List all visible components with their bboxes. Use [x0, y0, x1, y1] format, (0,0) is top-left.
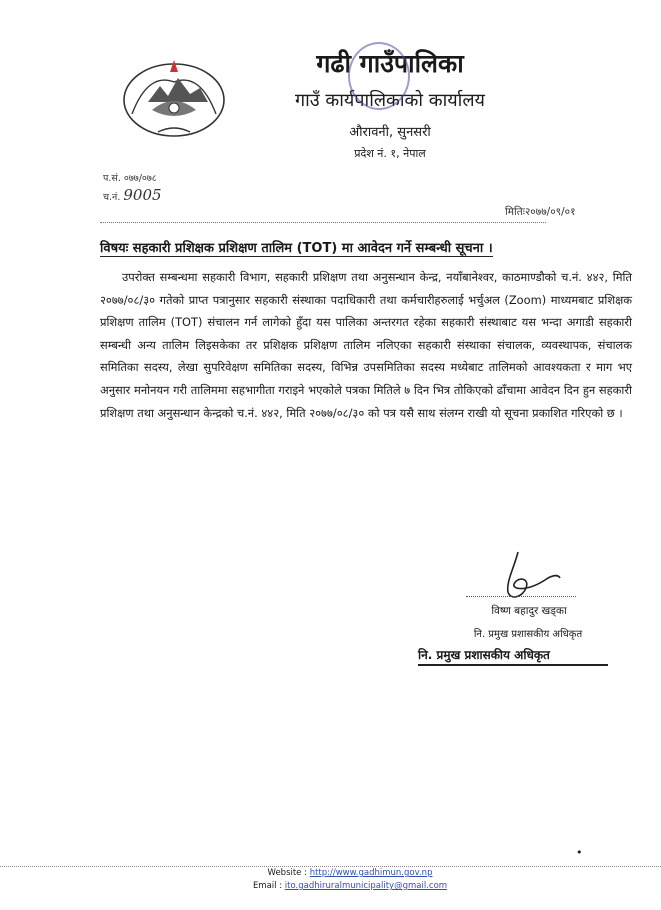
letter-date: मितिः२०७७/०९/०१: [505, 206, 576, 218]
office-seal-stamp: [348, 42, 410, 110]
signature-scrawl-icon: [488, 548, 562, 606]
province-label: प्रदेश नं. १, नेपाल: [354, 147, 426, 160]
municipality-title: गढी गाउँपालिका: [316, 49, 464, 78]
subject-line: विषयः सहकारी प्रशिक्षक प्रशिक्षण तालिम (TOT) मा आवेदन गर्ने सम्बन्धी सूचना ।: [100, 241, 493, 256]
office-name: गाउँ कार्यपालिकाको कार्यालय: [295, 90, 485, 111]
office-location: औरावनी, सुनसरी: [349, 125, 431, 140]
stray-mark: •: [576, 846, 583, 859]
footer-email: Email : ito.gadhiruralmunicipality@gmail.com: [252, 881, 448, 891]
signature-line: [466, 596, 576, 597]
notice-body: उपरोक्त सम्बन्धमा सहकारी विभाग, सहकारी प्रशिक्षण तथा अनुसन्धान केन्द्र, नयाँबानेश्वर, काठमाण्डौको च.नं. ४४२, मिति २०७७/०८/३० गतेको प्राप्त पत्रानुसार सहकारी संस्थाका पदाधिकारी तथा कर्मचारीहरुलाई भर्चुअल (Zoom) माध्यमबाट प्रशिक्षक प्रशिक्षण तालिम (TOT) संचालन गर्न लागेको हुँदा यस पालिका अन्तरगत रहेका सहकारी संस्थाबाट यस भन्दा अगाडी सहकारी सम्बन्धी अन्य तालिम लिइसकेका तर प्रशिक्षक प्रशिक्षण तालिम नलिएका सहकारी संस्थाका संचालक, व्यवस्थापक, संचालक समितिका सदस्य, लेखा सुपरिवेक्षण समितिका सदस्य, विभिन्न उपसमितिका सदस्य मध्येबाट तालिमको आवश्यकता र माग भए अनुसार मनोनयन गरी तालिममा सहभागीता गराइने भएकोले पत्रका मितिले ७ दिन भित्र तोकिएको ढाँचामा आवेदन दिन हुन सहकारी प्रशिक्षण तथा अनुसन्धान केन्द्रको च.नं. ४४२, मिति २०७७/०८/३० को पत्र यसै साथ संलग्न राखी यो सूचना प्रकाशित गरिएको छ ।: [100, 270, 632, 420]
email-link[interactable]: ito.gadhiruralmunicipality@gmail.com: [284, 881, 448, 891]
website-link[interactable]: http://www.gadhimun.gov.np: [309, 868, 433, 878]
signatory-title: नि. प्रमुख प्रशासकीय अधिकृत: [473, 629, 583, 640]
designation-stamp: नि. प्रमुख प्रशासकीय अधिकृत: [418, 646, 608, 666]
footer-website: Website : http://www.gadhimun.gov.np: [267, 868, 433, 878]
ref-chn: च.नं. 9005: [103, 186, 162, 204]
nepal-emblem-icon: [118, 52, 230, 144]
divider: [100, 222, 546, 223]
signatory-name: विष्ण बहादुर खड्का: [491, 605, 567, 617]
ref-ps: प.सं. ०७७/०७८: [103, 173, 157, 184]
footer-divider: [0, 866, 661, 867]
